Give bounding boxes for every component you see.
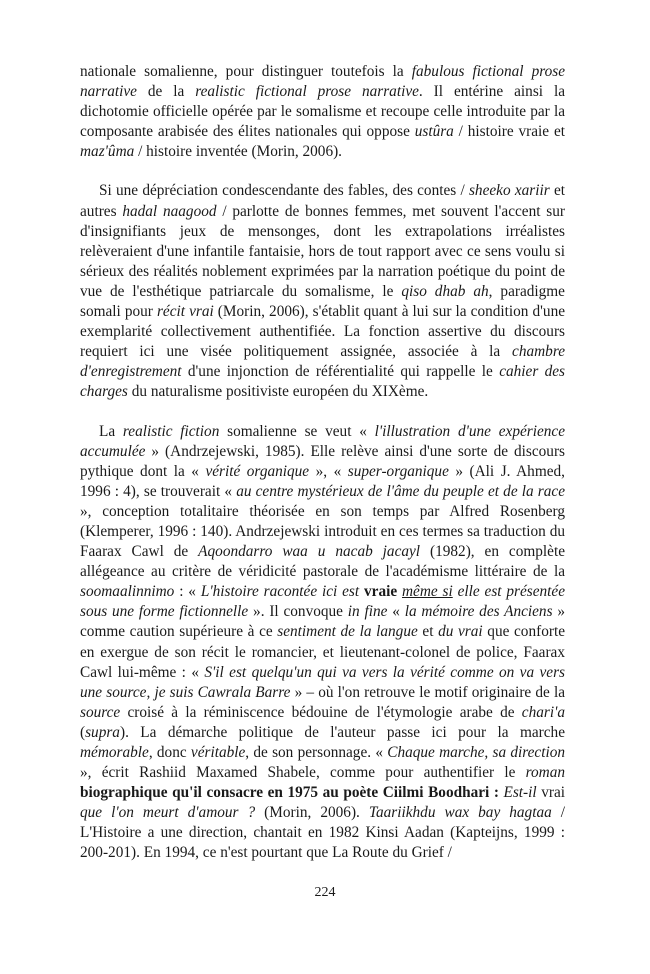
paragraph-spacer	[80, 403, 565, 422]
paragraph-spacer	[80, 162, 565, 181]
document-body	[80, 62, 565, 864]
paragraph-3: La realistic fiction somalienne se veut « l'illustration d'une expérience accumulée » (Andrzejewski, 1985). Elle relève ainsi d'une sorte de discours pythique dont la « vérité organique », « super-organique » (Ali J. Ahmed, 1996 : 4), se trouverait « au centre mystérieux de l'âme du peuple et de la race », conception totalitaire théorisée en son temps par Alfred Rosenberg (Klemperer, 1996 : 140). Andrzejewski introduit en ces termes sa traduction du Faarax Cawl de Aqoondarro waa u nacab jacayl (1982), en complète allégeance au critère de véridicité pastorale de l'académisme littéraire de la soomaalinnimo : « L'histoire racontée ici est vraie même si elle est présentée sous une forme fictionnelle ». Il convoque in fine « la mémoire des Anciens » comme caution supérieure à ce sentiment de la langue et du vrai que conforte en exergue de son récit le romancier, et lieutenant-colonel de police, Faarax Cawl lui-même : « S'il est quelqu'un qui va vers la vérité comme on va vers une source, je suis Cawrala Barre » – où l'on retrouve le motif originaire de la source croisé à la réminiscence bédouine de l'étymologie arabe de chari'a (supra). La démarche politique de l'auteur passe ici pour la marche mémorable, donc véritable, de son personnage. « Chaque marche, sa direction », écrit Rashiid Maxamed Shabele, comme pour authentifier le roman biographique qu'il consacre en 1975 au poète Ciilmi Boodhari : Est-il vrai que l'on meurt d'amour ? (Morin, 2006). Taariikhdu wax bay hagtaa / L'Histoire a une direction, chantait en 1982 Kinsi Aadan (Kapteijns, 1999 : 200-201). En 1994, ce n'est pourtant que La Route du Grief /	[80, 422, 566, 862]
page-number: 224	[314, 885, 336, 900]
paragraph-1: nationale somalienne, pour distinguer toutefois la fabulous fictional prose narrative de la realistic fictional prose narrative. Il entérine ainsi la dichotomie officielle opérée par le somalisme et recoupe celle introduite par la composante arabisée des élites nationales qui oppose ustûra / histoire vraie et maz'ûma / histoire inventée (Morin, 2006).	[80, 63, 566, 161]
paragraph-2: Si une dépréciation condescendante des fables, des contes / sheeko xariir et autres hadal naagood / parlotte de bonnes femmes, met souvent l'accent sur d'insignifiants jeux de mensonges, dont les extrapolations irréalistes relèveraient d'une infantile fantaisie, hors de tout rapport avec ce sens voulu si sérieux des réalités noblement exprimées par la narration poétique du point de vue de l'esthétique patriarcale du somalisme, le qiso dhab ah, paradigme somali pour récit vrai (Morin, 2006), s'établit quant à lui sur la condition d'une exemplarité collectivement authentifiée. La fonction assertive du discours requiert ici une visée politiquement assignée, associée à la chambre d'enregistrement d'une injonction de référentialité qui rappelle le cahier des charges du naturalisme positiviste européen du XIXème.	[80, 182, 566, 401]
